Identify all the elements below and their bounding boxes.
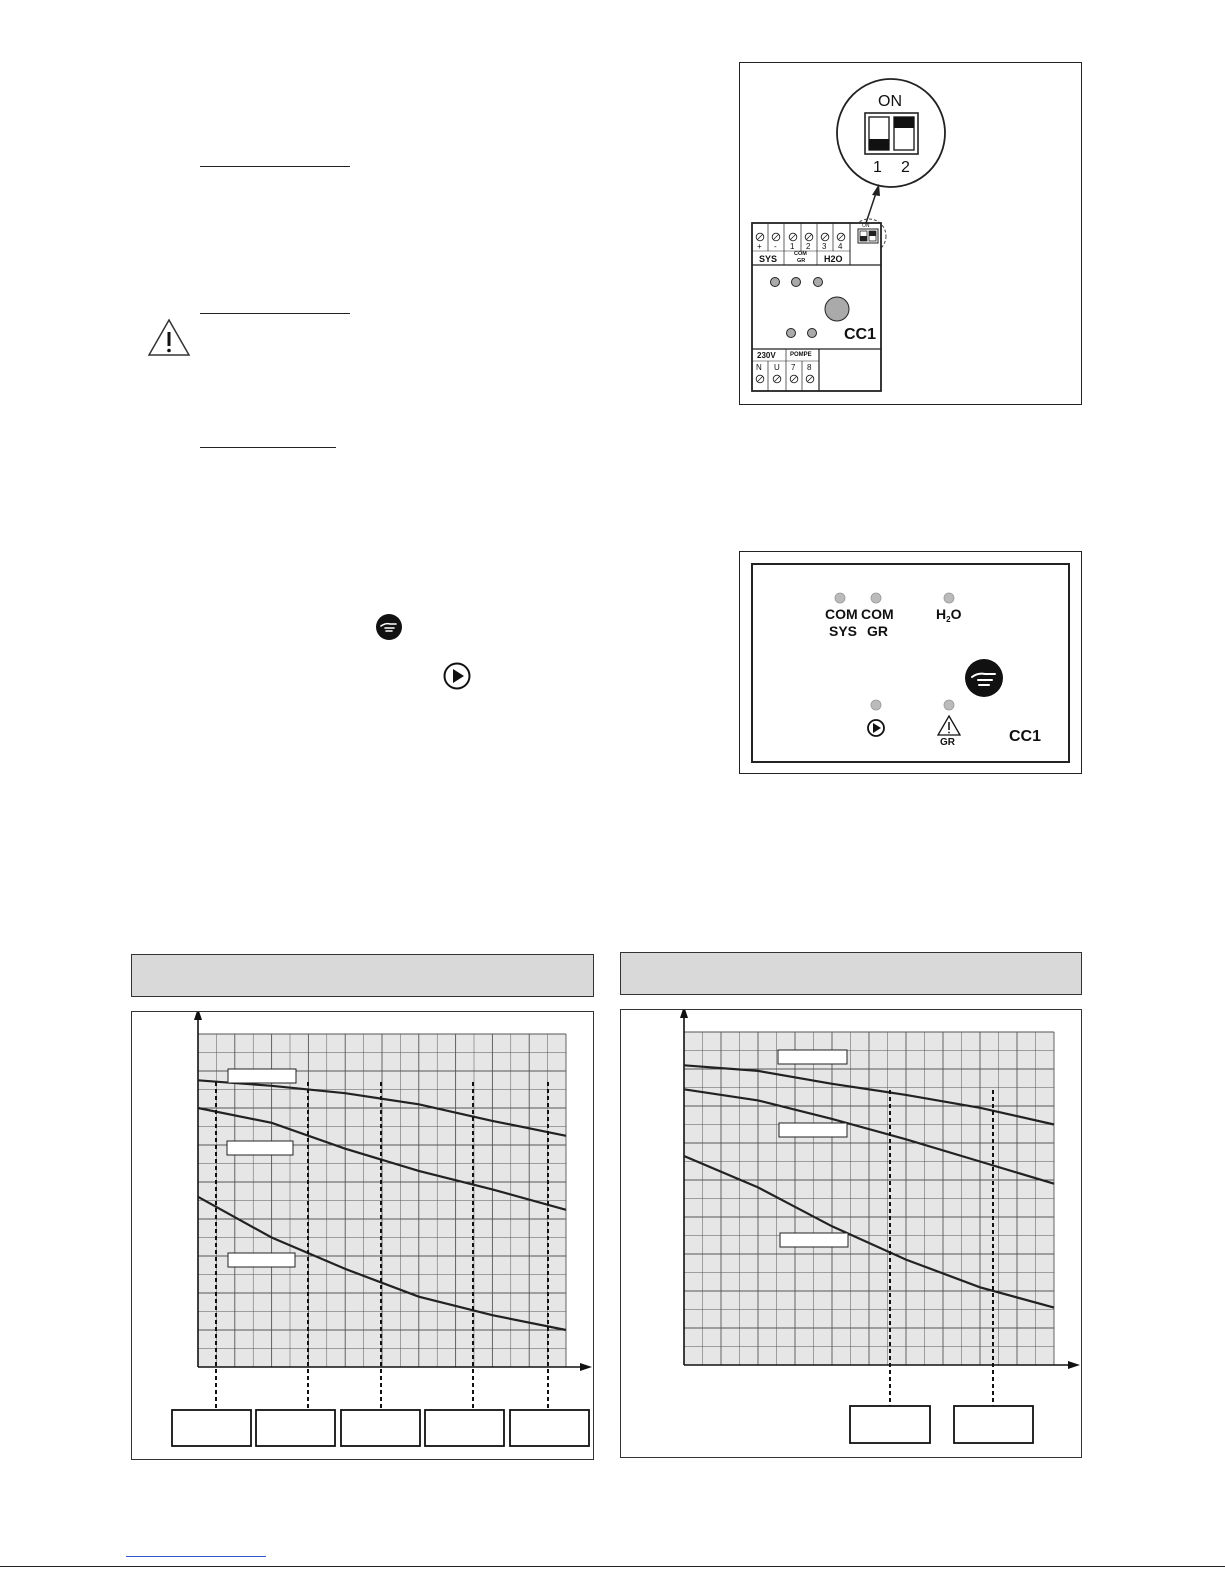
dip-switch-2-label: 2	[901, 159, 910, 176]
chart-2-frame	[620, 1009, 1082, 1458]
section-rule-1	[200, 166, 350, 167]
terminal-label: N	[756, 363, 762, 372]
y-axis-arrow	[680, 1010, 688, 1018]
series-label-box-2	[779, 1123, 847, 1137]
footer-rule	[0, 1566, 1225, 1567]
pump-curve-chart-2	[621, 1010, 1080, 1456]
section-rule-2	[200, 313, 350, 314]
terminal-label: U	[774, 363, 780, 372]
terminal-label: 1	[790, 242, 795, 251]
terminal-label: -	[774, 242, 777, 251]
x-axis-arrow	[580, 1363, 592, 1371]
terminal-label: 7	[791, 363, 796, 372]
value-box-2	[954, 1406, 1033, 1443]
com-sys-label-1: COM	[825, 606, 858, 622]
chart-2-header	[620, 952, 1082, 995]
group-pompe-label: POMPE	[790, 352, 812, 358]
dip-on-label: ON	[878, 93, 902, 110]
value-box-5	[510, 1410, 589, 1446]
group-com-gr-label-2: GR	[797, 258, 806, 264]
value-box-1	[850, 1406, 930, 1443]
warning-triangle-icon	[147, 318, 191, 358]
play-pump-icon	[868, 720, 884, 736]
warning-triangle-icon	[938, 716, 960, 735]
com-gr-label-1: COM	[861, 606, 894, 622]
panel-model-label: CC1	[1009, 728, 1042, 745]
value-box-2	[256, 1410, 335, 1446]
terminal-label: +	[757, 242, 762, 251]
panel-inner	[751, 563, 1070, 763]
series-label-box-1	[778, 1050, 847, 1064]
series-label-box-3	[780, 1233, 848, 1247]
value-box-3	[341, 1410, 420, 1446]
panel-figure	[739, 551, 1082, 774]
x-axis-arrow	[1068, 1361, 1080, 1369]
group-com-gr-label-1: COM	[794, 251, 807, 257]
chart-1-frame	[131, 1011, 594, 1460]
hand-icon	[375, 613, 403, 641]
board-figure	[739, 62, 1082, 405]
value-box-1	[172, 1410, 251, 1446]
y-axis-arrow	[194, 1012, 202, 1020]
dip-switch-1-label: 1	[873, 159, 882, 176]
gr-label: GR	[940, 737, 955, 748]
hand-icon	[965, 659, 1003, 697]
terminal-label: 3	[822, 242, 827, 251]
pump-curve-chart-1	[132, 1012, 592, 1458]
mini-dip-on-label: ON	[862, 223, 870, 229]
terminal-label: 2	[806, 242, 811, 251]
group-sys-label: SYS	[759, 254, 778, 264]
play-pump-icon	[443, 662, 471, 690]
com-gr-label-2: GR	[867, 623, 888, 639]
chart-1-header	[131, 954, 594, 997]
section-rule-3	[200, 447, 336, 448]
footer-link-underline	[126, 1556, 266, 1557]
series-label-box-1	[228, 1069, 296, 1083]
value-box-4	[425, 1410, 504, 1446]
terminal-label: 8	[807, 363, 812, 372]
com-sys-label-2: SYS	[829, 623, 858, 639]
series-label-box-2	[227, 1141, 293, 1155]
group-230v-label: 230V	[757, 351, 776, 360]
h2o-label: $H_2O$	[936, 606, 962, 624]
terminal-label: 4	[838, 242, 843, 251]
group-h2o-label: H2O	[824, 254, 843, 264]
board-model-label: CC1	[844, 326, 877, 343]
series-label-box-3	[228, 1253, 295, 1267]
